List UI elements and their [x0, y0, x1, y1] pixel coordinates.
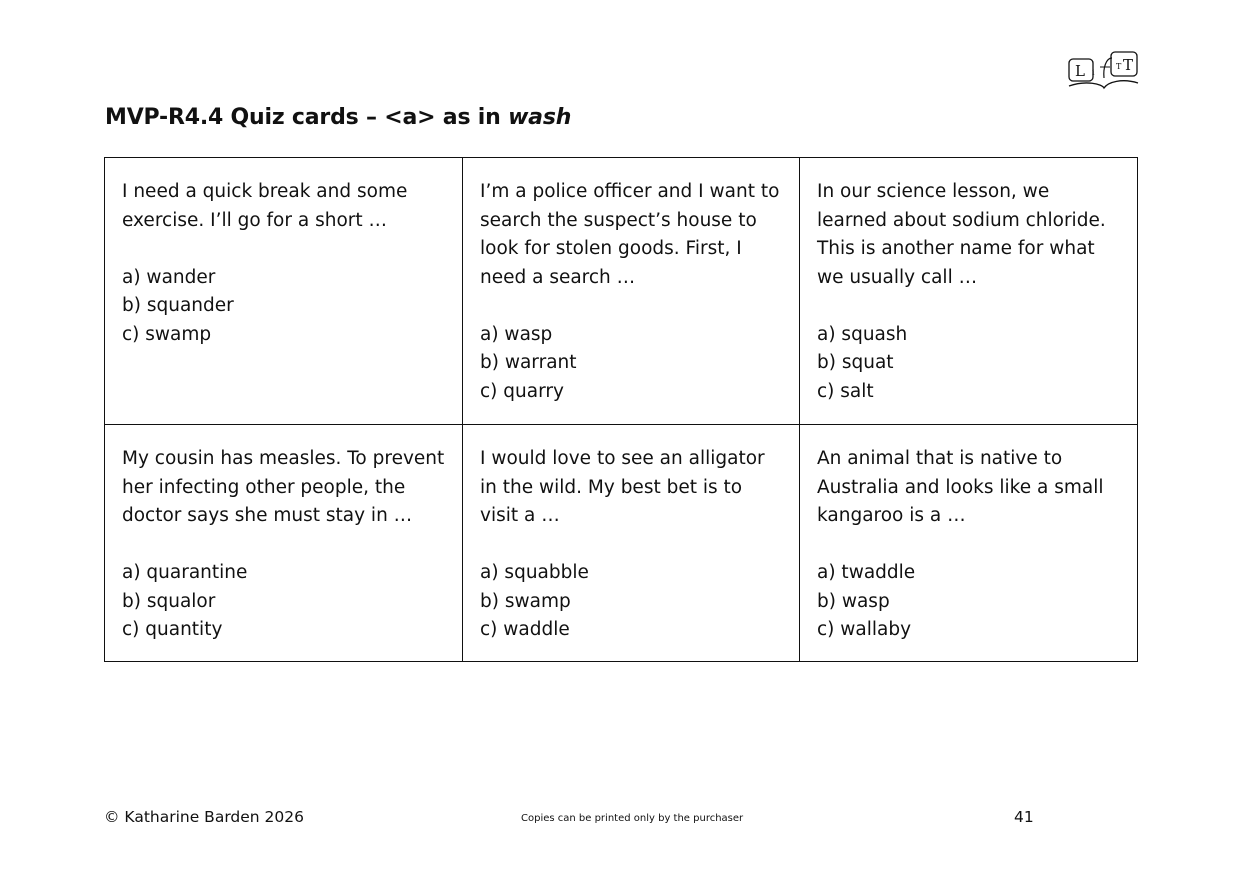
quiz-cards-grid — [104, 157, 1138, 662]
card-option: c) wallaby — [817, 619, 912, 640]
quiz-card — [800, 158, 1138, 425]
page-number: 41 — [1014, 808, 1034, 826]
card-option: b) swamp — [480, 590, 571, 612]
card-option: a) wasp — [480, 323, 553, 345]
card-option: c) salt — [817, 380, 874, 402]
card-option: a) squash — [817, 323, 908, 345]
lift-logo — [1066, 50, 1140, 92]
copyright-text: © Katharine Barden 2026 — [104, 808, 304, 826]
quiz-card — [800, 425, 1138, 662]
svg-text:i: i — [1092, 68, 1095, 77]
card-question: I would love to see an alligator in the wild. My best bet is to visit a … — [480, 448, 765, 526]
svg-text:T: T — [1123, 56, 1134, 74]
quiz-card — [105, 425, 463, 662]
card-option: b) wasp — [817, 590, 890, 612]
cards-row — [105, 425, 1138, 662]
card-option: c) waddle — [480, 619, 570, 640]
title-emphasis: wash — [508, 105, 572, 130]
cards-row — [105, 158, 1138, 425]
card-question: In our science lesson, we learned about sodium chloride. This is another name for what we usually call … — [817, 181, 1106, 288]
card-option: a) squabble — [480, 562, 589, 583]
card-option: b) warrant — [480, 352, 577, 373]
svg-text:T: T — [1116, 62, 1122, 71]
card-option: b) squat — [817, 352, 894, 373]
card-option: b) squalor — [122, 590, 216, 612]
card-question: An animal that is native to Australia and looks like a small kangaroo is a … — [817, 448, 1104, 526]
title-prefix: MVP-R4.4 Quiz cards – <a> as in — [105, 105, 509, 130]
quiz-card — [463, 425, 800, 662]
card-question: I need a quick break and some exercise. I’ll go for a short … — [122, 181, 408, 231]
quiz-card — [105, 158, 463, 425]
card-option: c) quantity — [122, 619, 223, 640]
card-option: a) twaddle — [817, 562, 916, 583]
print-notice: Copies can be printed only by the purchaser — [521, 813, 744, 824]
page-title — [105, 105, 571, 130]
svg-text:L: L — [1075, 62, 1085, 80]
quiz-card — [463, 158, 800, 425]
card-question: I’m a police officer and I want to search the suspect’s house to look for stolen goods. First, I need a search … — [480, 181, 780, 288]
card-option: a) quarantine — [122, 562, 248, 583]
card-option: c) quarry — [480, 380, 564, 402]
card-option: c) swamp — [122, 323, 212, 345]
card-question: My cousin has measles. To prevent her infecting other people, the doctor says she must stay in … — [122, 448, 445, 526]
card-option: b) squander — [122, 295, 234, 316]
card-option: a) wander — [122, 266, 216, 288]
